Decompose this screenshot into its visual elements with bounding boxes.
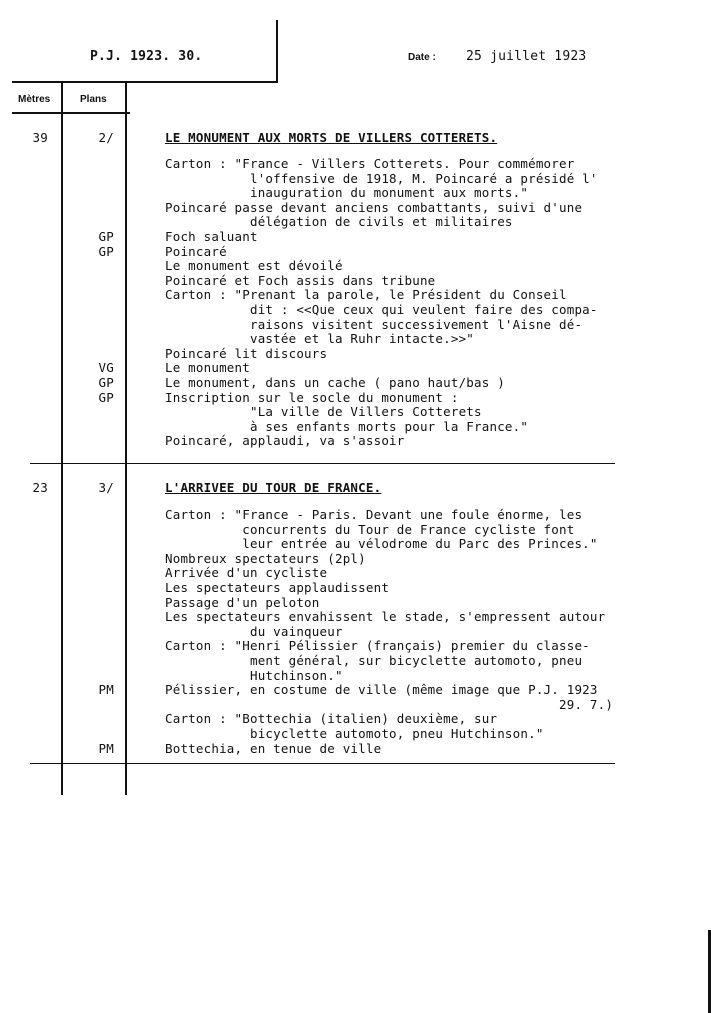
body-line: ment général, sur bicyclette automoto, pneu — [165, 652, 583, 668]
body-line: Carton : "Bottechia (italien) deuxième, sur — [165, 711, 498, 727]
section-body — [165, 508, 613, 756]
section-number: 2/ — [98, 130, 114, 145]
body-line: Poincaré et Foch assis dans tribune — [165, 272, 436, 288]
section-separator — [30, 463, 615, 464]
column-header-metres: Mètres — [18, 94, 51, 105]
section-number: 3/ — [98, 480, 114, 495]
plan-code: GP — [98, 375, 114, 390]
body-line: Carton : "France - Paris. Devant une foule énorme, les — [165, 507, 583, 522]
body-line: Bottechia, en tenue de ville — [165, 740, 382, 756]
section-metres: 23 — [32, 480, 48, 495]
body-line: 29. 7.) — [165, 696, 614, 712]
plan-code: GP — [98, 389, 114, 405]
body-line: Hutchinson." — [165, 667, 343, 683]
body-line: à ses enfants morts pour la France." — [165, 418, 529, 434]
body-line: "La ville de Villers Cotterets — [165, 404, 482, 420]
body-line: Carton : "Prenant la parole, le Président du Conseil — [165, 287, 567, 303]
body-line: vastée et la Ruhr intacte.>>" — [165, 331, 475, 347]
body-line: Le monument — [165, 360, 250, 376]
section-title: L'ARRIVEE DU TOUR DE FRANCE. — [165, 480, 382, 495]
header-vertical-rule — [276, 20, 278, 82]
date-label: Date : — [408, 52, 436, 63]
body-line: Passage d'un peloton — [165, 594, 320, 610]
plan-code: VG — [98, 360, 114, 376]
column-header-rule — [12, 112, 130, 114]
body-line: inauguration du monument aux morts." — [165, 185, 529, 201]
body-line: Poincaré — [165, 243, 227, 259]
plan-code: PM — [98, 682, 114, 698]
body-line: du vainqueur — [165, 623, 343, 639]
section-body — [165, 157, 598, 449]
body-line: leur entrée au vélodrome du Parc des Princes." — [165, 536, 598, 552]
body-line: Le monument est dévoilé — [165, 258, 343, 274]
body-line: Le monument, dans un cache ( pano haut/bas ) — [165, 374, 505, 390]
body-line: Inscription sur le socle du monument : — [165, 389, 459, 405]
body-line: raisons visitent successivement l'Aisne dé- — [165, 316, 583, 332]
plan-code: PM — [98, 740, 114, 756]
section-title: LE MONUMENT AUX MORTS DE VILLERS COTTERETS. — [165, 130, 498, 145]
section-metres: 39 — [32, 130, 48, 145]
plan-code: GP — [98, 243, 114, 259]
body-line: Pélissier, en costume de ville (même image que P.J. 1923 — [165, 682, 598, 698]
header-horizontal-rule — [12, 81, 278, 83]
body-line: Foch saluant — [165, 228, 258, 244]
body-line: Carton : "Henri Pélissier (français) premier du classe- — [165, 638, 590, 654]
body-line: Arrivée d'un cycliste — [165, 565, 328, 581]
body-line: Poincaré lit discours — [165, 345, 328, 361]
body-line: concurrents du Tour de France cycliste font — [165, 521, 575, 537]
body-line: Les spectateurs applaudissent — [165, 579, 390, 595]
column-header-plans: Plans — [80, 94, 107, 105]
body-line: bicyclette automoto, pneu Hutchinson." — [165, 725, 544, 741]
body-line: délégation de civils et militaires — [165, 214, 513, 230]
section-separator — [30, 763, 615, 764]
body-line: Poincaré passe devant anciens combattants, suivi d'une — [165, 199, 583, 215]
column-rule-metres — [61, 83, 63, 795]
document-code: P.J. 1923. 30. — [90, 49, 203, 64]
body-line: Poincaré, applaudi, va s'assoir — [165, 433, 405, 449]
body-line: Les spectateurs envahissent le stade, s'empressent autour — [165, 609, 606, 625]
plan-code: GP — [98, 229, 114, 244]
column-rule-plans — [125, 83, 127, 795]
body-line: Nombreux spectateurs (2pl) — [165, 550, 366, 566]
date-value: 25 juillet 1923 — [466, 49, 587, 64]
body-line: l'offensive de 1918, M. Poincaré a présidé l' — [165, 170, 598, 186]
body-line: Carton : "France - Villers Cotterets. Pour commémorer — [165, 156, 575, 171]
body-line: dit : <<Que ceux qui veulent faire des compa- — [165, 301, 598, 317]
